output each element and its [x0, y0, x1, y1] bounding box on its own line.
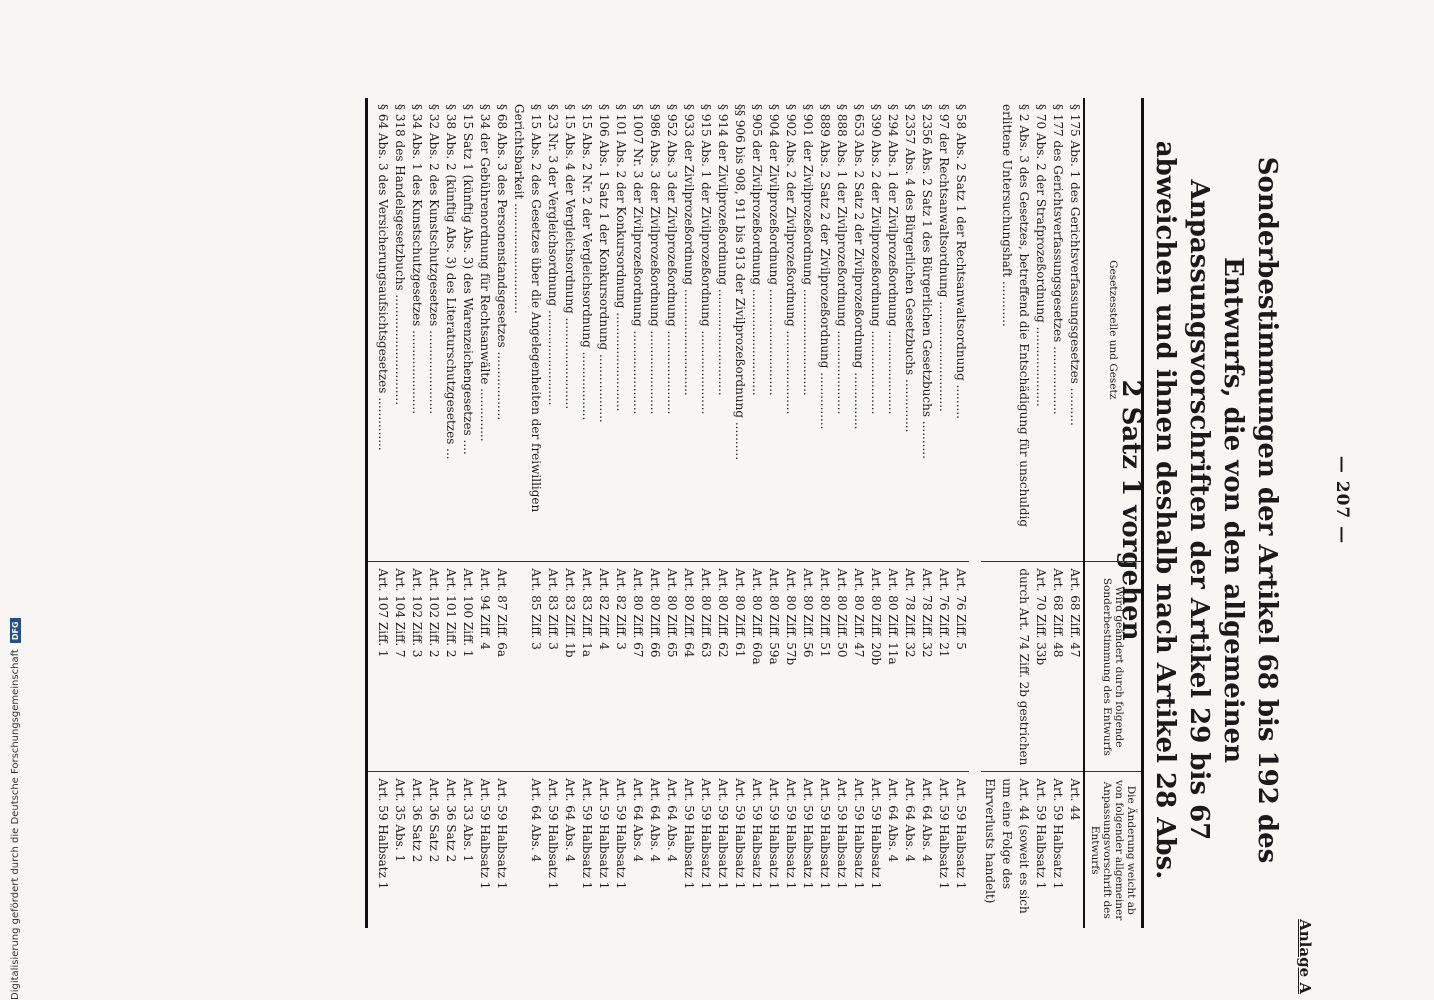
- table-row: [612, 98, 629, 928]
- cell-article: Art. 80 Ziff. 59a: [765, 562, 782, 772]
- cell-law: § 32 Abs. 2 des Kunstschutzgesetzes ......................: [427, 104, 441, 415]
- cell-deviation: Art. 59 Halbsatz 1: [731, 772, 748, 928]
- cell-law: § 905 der Zivilprozeßordnung ............................: [750, 104, 764, 396]
- cell-law: § 889 Abs. 2 Satz 2 der Zivilprozeßordnung ...............: [818, 104, 832, 430]
- cell-law: § 64 Abs. 3 des Versicherungsaufsichtsgesetzes ..............: [367, 98, 392, 562]
- cell-law: § 933 der Zivilprozeßordnung ............................: [682, 104, 696, 396]
- table-row: [731, 98, 748, 928]
- annex-label: Anlage A: [1296, 919, 1314, 994]
- cell-deviation: Art. 59 Halbsatz 1: [476, 772, 493, 928]
- table-spacer-row: [969, 98, 981, 928]
- cell-deviation: Art. 59 Halbsatz 1: [493, 772, 510, 928]
- cell-deviation: Art. 59 Halbsatz 1: [833, 772, 850, 928]
- page-number: — 207 —: [1332, 455, 1352, 545]
- cell-law: § 318 des Handelsgesetzbuchs .............................: [393, 104, 407, 406]
- table-row: [867, 98, 884, 928]
- cell-article: Art. 80 Ziff. 56: [799, 562, 816, 772]
- cell-law: § 901 der Zivilprozeßordnung ............................: [801, 104, 815, 396]
- cell-deviation: Art. 35 Abs. 1: [391, 772, 408, 928]
- cell-law: § 2356 Abs. 2 Satz 1 des Bürgerlichen Gesetzbuchs ..........: [920, 104, 934, 459]
- cell-article: Art. 80 Ziff. 11a: [884, 562, 901, 772]
- cell-law: §§ 906 bis 908, 911 bis 913 der Zivilprozeßordnung ..........: [733, 104, 747, 461]
- cell-article: Art. 80 Ziff. 51: [816, 562, 833, 772]
- table-row: [799, 98, 816, 928]
- table-row: [367, 98, 392, 928]
- cell-deviation: Art. 59 Halbsatz 1: [1049, 772, 1066, 928]
- cell-article: Art. 83 Ziff. 1a: [578, 562, 595, 772]
- cell-article: Art. 102 Ziff. 2: [425, 562, 442, 772]
- cell-article: Art. 85 Ziff. 3: [510, 562, 544, 772]
- cell-deviation: Art. 59 Halbsatz 1: [714, 772, 731, 928]
- cell-deviation: Art. 64 Abs. 4: [561, 772, 578, 928]
- cell-article: Art. 94 Ziff. 4: [476, 562, 493, 772]
- table-row: [459, 98, 476, 928]
- table-row: [765, 98, 782, 928]
- header-law: Gesetzesstelle und Gesetz: [1084, 98, 1143, 562]
- cell-deviation: Art. 59 Halbsatz 1: [952, 772, 969, 928]
- table-row: [391, 98, 408, 928]
- table-row: [1032, 98, 1049, 928]
- cell-article: Art. 101 Ziff. 2: [442, 562, 459, 772]
- table-row: [1066, 98, 1084, 928]
- table-row: [884, 98, 901, 928]
- cell-article: Art. 80 Ziff. 47: [850, 562, 867, 772]
- cell-law: § 15 Abs. 2 Nr. 2 der Vergleichsordnung ..................: [580, 104, 594, 421]
- cell-article: Art. 78 Ziff. 32: [901, 562, 918, 772]
- cell-article: Art. 100 Ziff. 1: [459, 562, 476, 772]
- cell-law: § 888 Abs. 1 der Zivilprozeßordnung ......................: [835, 104, 849, 415]
- cell-law: § 34 Abs. 1 des Kunstschutzgesetzes ......................: [410, 104, 424, 415]
- cell-article: Art. 83 Ziff. 3: [544, 562, 561, 772]
- table-header-row: [1084, 98, 1143, 928]
- cell-law: § 2 Abs. 3 des Gesetzes, betreffend die Entschädigung für unschuldig erlittene Untersuchungshaft ............: [1000, 104, 1031, 528]
- cell-law: § 986 Abs. 3 der Zivilprozeßordnung ......................: [648, 104, 662, 415]
- table-row: [748, 98, 765, 928]
- cell-law: § 106 Abs. 1 Satz 1 der Konkursordnung ..................: [597, 104, 611, 423]
- cell-deviation: Art. 59 Halbsatz 1: [816, 772, 833, 928]
- table-row: [816, 98, 833, 928]
- table-row: [561, 98, 578, 928]
- dfg-logo: DFG: [10, 618, 21, 643]
- table-row: [595, 98, 612, 928]
- cell-deviation: Art. 59 Halbsatz 1: [1032, 772, 1049, 928]
- cell-deviation: Art. 36 Satz 2: [408, 772, 425, 928]
- cell-deviation: Art. 44 (soweit es sich um eine Folge des Ehrverlusts handelt): [981, 772, 1032, 928]
- cell-article: durch Art. 74 Ziff. 2b gestrichen: [981, 562, 1032, 772]
- table-row: [782, 98, 799, 928]
- cell-article: Art. 76 Ziff. 21: [935, 562, 952, 772]
- cell-article: Art. 80 Ziff. 67: [629, 562, 646, 772]
- table-row: [663, 98, 680, 928]
- table-row: [952, 98, 969, 928]
- cell-deviation: Art. 59 Halbsatz 1: [578, 772, 595, 928]
- cell-article: Art. 80 Ziff. 50: [833, 562, 850, 772]
- provisions-table: [365, 98, 1144, 928]
- table-row: [544, 98, 561, 928]
- cell-law: § 175 Abs. 1 des Gerichtsverfassungsgesetzes ..........: [1068, 104, 1082, 426]
- table-row: [493, 98, 510, 928]
- cell-article: Art. 80 Ziff. 61: [731, 562, 748, 772]
- cell-article: Art. 70 Ziff. 33b: [1032, 562, 1049, 772]
- cell-law: § 70 Abs. 2 der Strafprozeßordnung .....................: [1034, 104, 1048, 407]
- cell-deviation: Art. 59 Halbsatz 1: [782, 772, 799, 928]
- cell-article: Art. 80 Ziff. 20b: [867, 562, 884, 772]
- cell-deviation: Art. 64 Abs. 4: [918, 772, 935, 928]
- cell-law: § 1007 Nr. 3 der Zivilprozeßordnung ......................: [631, 104, 645, 415]
- cell-article: Art. 80 Ziff. 63: [697, 562, 714, 772]
- cell-law: § 15 Satz 1 (künftig Abs. 3) des Warenzeichengesetzes ....: [461, 104, 475, 455]
- table-row: [476, 98, 493, 928]
- cell-law: § 97 der Rechtsanwaltsordnung .............................: [937, 104, 951, 412]
- cell-deviation: Art. 64 Abs. 4: [510, 772, 544, 928]
- cell-deviation: Art. 59 Halbsatz 1: [544, 772, 561, 928]
- document-title: Sonderbestimmungen der Artikel 68 bis 192 des Entwurfs, die von den allgemeinen Anpassungsvorschriften der Artikel 29 bis 67 abweichen und ihnen deshalb nach Artikel 28 Abs. 2 Satz 1 vorgehen: [1116, 140, 1282, 880]
- cell-deviation: Art. 59 Halbsatz 1: [799, 772, 816, 928]
- cell-law: § 390 Abs. 2 der Zivilprozeßordnung ......................: [869, 104, 883, 415]
- cell-law: § 15 Abs. 4 der Vergleichsordnung ........................: [563, 104, 577, 410]
- cell-deviation: Art. 44: [1066, 772, 1084, 928]
- cell-article: Art. 102 Ziff. 3: [408, 562, 425, 772]
- cell-article: Art. 80 Ziff. 66: [646, 562, 663, 772]
- cell-law: § 23 Nr. 3 der Vergleichsordnung .........................: [546, 104, 560, 406]
- cell-deviation: Art. 33 Abs. 1: [459, 772, 476, 928]
- table-row: [697, 98, 714, 928]
- cell-deviation: Art. 59 Halbsatz 1: [850, 772, 867, 928]
- cell-law: § 2357 Abs. 4 des Bürgerlichen Gesetzbuchs ..............: [903, 104, 917, 433]
- table-row: [935, 98, 952, 928]
- table-row: [981, 98, 1032, 928]
- cell-law: § 952 Abs. 3 der Zivilprozeßordnung ......................: [665, 104, 679, 415]
- cell-law: § 68 Abs. 3 des Personenstandsgesetzes ..................: [495, 104, 509, 421]
- cell-deviation: Art. 59 Halbsatz 1: [748, 772, 765, 928]
- cell-deviation: Art. 59 Halbsatz 1: [612, 772, 629, 928]
- cell-deviation: Art. 59 Halbsatz 1: [765, 772, 782, 928]
- cell-article: Art. 80 Ziff. 64: [680, 562, 697, 772]
- table-row: [510, 98, 544, 928]
- cell-deviation: Art. 59 Halbsatz 1: [595, 772, 612, 928]
- table-row: [629, 98, 646, 928]
- cell-deviation: Art. 59 Halbsatz 1: [867, 772, 884, 928]
- spacer-cell: [969, 98, 981, 928]
- cell-law: § 34 der Gebührenordnung für Rechtsanwälte ..............: [478, 104, 492, 442]
- cell-law: § 177 des Gerichtsverfassungsgesetzes ..................: [1051, 104, 1065, 415]
- header-deviation: Die Änderung weicht ab von folgender allgemeiner Anpassungsvorschrift des Entwurfs: [1084, 772, 1143, 928]
- cell-law: § 902 Abs. 2 der Zivilprozeßordnung ......................: [784, 104, 798, 415]
- cell-article: Art. 82 Ziff. 3: [612, 562, 629, 772]
- cell-deviation: Art. 36 Satz 2: [425, 772, 442, 928]
- table-row: [833, 98, 850, 928]
- table-body: [367, 98, 1085, 928]
- table-row: [901, 98, 918, 928]
- cell-deviation: Art. 59 Halbsatz 1: [935, 772, 952, 928]
- cell-deviation: Art. 59 Halbsatz 1: [697, 772, 714, 928]
- table-row: [408, 98, 425, 928]
- cell-article: Art. 107 Ziff. 1: [367, 562, 392, 772]
- cell-article: Art. 76 Ziff. 5: [952, 562, 969, 772]
- cell-article: Art. 80 Ziff. 60a: [748, 562, 765, 772]
- table-row: [1049, 98, 1066, 928]
- table-row: [918, 98, 935, 928]
- cell-article: Art. 68 Ziff. 47: [1066, 562, 1084, 772]
- table-row: [850, 98, 867, 928]
- cell-deviation: Art. 64 Abs. 4: [629, 772, 646, 928]
- cell-deviation: Art. 64 Abs. 4: [646, 772, 663, 928]
- cell-article: Art. 80 Ziff. 65: [663, 562, 680, 772]
- cell-law: § 914 der Zivilprozeßordnung ............................: [716, 104, 730, 396]
- cell-law: § 15 Abs. 2 des Gesetzes über die Angelegenheiten der freiwilligen Gerichtsbarkeit .............................: [512, 104, 543, 513]
- digitization-text: Digitalisierung gefördert durch die Deutsche Forschungsgemeinschaft: [9, 649, 21, 1000]
- table-row: [425, 98, 442, 928]
- cell-law: § 653 Abs. 2 Satz 2 der Zivilprozeßordnung ...............: [852, 104, 866, 430]
- cell-article: Art. 104 Ziff. 7: [391, 562, 408, 772]
- digitization-note: [6, 0, 24, 1000]
- cell-article: Art. 87 Ziff. 6a: [493, 562, 510, 772]
- cell-article: Art. 68 Ziff. 48: [1049, 562, 1066, 772]
- cell-deviation: Art. 64 Abs. 4: [901, 772, 918, 928]
- cell-law: § 915 Abs. 1 der Zivilprozeßordnung ......................: [699, 104, 713, 415]
- cell-law: § 38 Abs. 2 (künftig Abs. 3) des Literaturschutzgesetzes ...: [444, 104, 458, 460]
- cell-deviation: Art. 36 Satz 2: [442, 772, 459, 928]
- table-row: [714, 98, 731, 928]
- cell-article: Art. 82 Ziff. 4: [595, 562, 612, 772]
- cell-article: Art. 78 Ziff. 32: [918, 562, 935, 772]
- cell-law: § 101 Abs. 2 der Konkursordnung ..........................: [614, 104, 628, 412]
- cell-article: Art. 83 Ziff. 1b: [561, 562, 578, 772]
- cell-law: § 294 Abs. 1 der Zivilprozeßordnung ......................: [886, 104, 900, 415]
- cell-law: § 904 der Zivilprozeßordnung ............................: [767, 104, 781, 396]
- cell-deviation: Art. 59 Halbsatz 1: [680, 772, 697, 928]
- table-row: [578, 98, 595, 928]
- header-article: Wird geändert durch folgende Sonderbestimmung des Entwurfs: [1084, 562, 1143, 772]
- table-row: [442, 98, 459, 928]
- cell-article: Art. 80 Ziff. 57b: [782, 562, 799, 772]
- cell-deviation: Art. 59 Halbsatz 1: [367, 772, 392, 928]
- cell-deviation: Art. 64 Abs. 4: [663, 772, 680, 928]
- cell-article: Art. 80 Ziff. 62: [714, 562, 731, 772]
- table-row: [680, 98, 697, 928]
- cell-law: § 58 Abs. 2 Satz 1 der Rechtsanwaltsordnung .........: [954, 104, 968, 419]
- table-row: [646, 98, 663, 928]
- cell-deviation: Art. 64 Abs. 4: [884, 772, 901, 928]
